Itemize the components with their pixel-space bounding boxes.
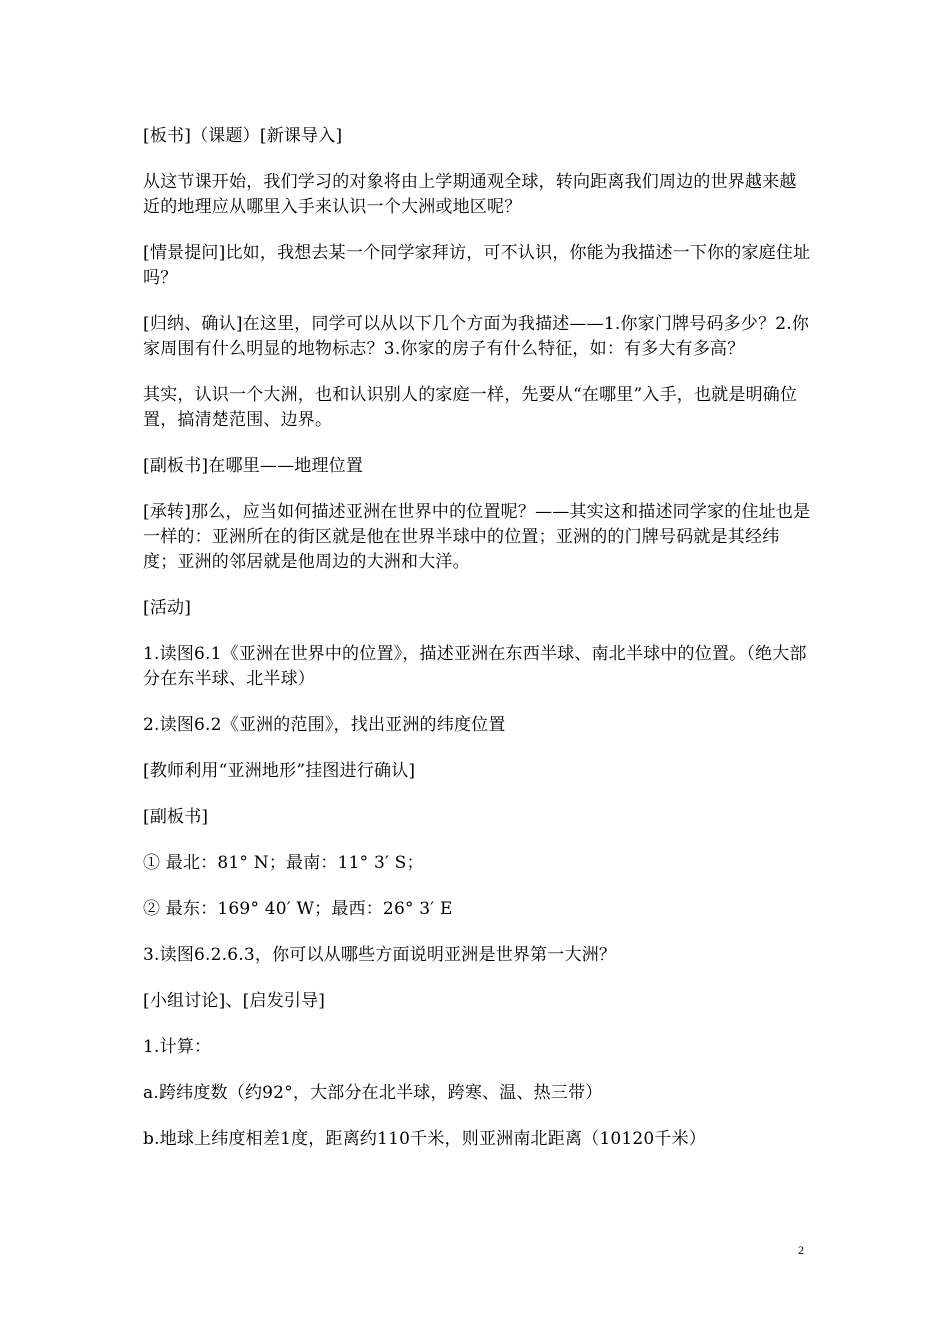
paragraph: [承转]那么，应当如何描述亚洲在世界中的位置呢？——其实这和描述同学家的住址也是一样的：亚洲所在的街区就是他在世界半球中的位置；亚洲的的门牌号码就是其经纬度；亚洲的邻居就是他周边的大洲和大洋。 [143, 502, 811, 572]
paragraph: [副板书] [143, 807, 209, 827]
paragraph: [板书]（课题）[新课导入] [143, 126, 343, 146]
paragraph: 1.计算： [143, 1037, 212, 1057]
document-body [143, 124, 811, 1173]
paragraph: [教师利用“亚洲地形”挂图进行确认] [143, 761, 416, 781]
paragraph: 其实，认识一个大洲，也和认识别人的家庭一样，先要从“在哪里”入手，也就是明确位置，搞清楚范围、边界。 [143, 385, 798, 430]
paragraph: 从这节课开始，我们学习的对象将由上学期通观全球，转向距离我们周边的世界越来越近的地理应从哪里入手来认识一个大洲或地区呢？ [143, 172, 797, 217]
paragraph: 1.读图6.1《亚洲在世界中的位置》，描述亚洲在东西半球、南北半球中的位置。（绝大部分在东半球、北半球） [143, 644, 807, 689]
paragraph: [小组讨论]、[启发引导] [143, 991, 326, 1011]
paragraph: a.跨纬度数（约92°，大部分在北半球，跨寒、温、热三带） [143, 1083, 603, 1103]
paragraph: b.地球上纬度相差1度，距离约110千米，则亚洲南北距离（10120千米） [143, 1129, 707, 1149]
paragraph: 3.读图6.2.6.3，你可以从哪些方面说明亚洲是世界第一大洲？ [143, 945, 617, 965]
paragraph: [归纳、确认]在这里，同学可以从以下几个方面为我描述——1.你家门牌号码多少？2.你家周围有什么明显的地物标志？3.你家的房子有什么特征，如：有多大有多高？ [143, 314, 810, 359]
paragraph: ① 最北：81° N；最南：11° 3′ S； [143, 853, 424, 873]
paragraph: [情景提问]比如，我想去某一个同学家拜访，可不认识，你能为我描述一下你的家庭住址吗？ [143, 243, 811, 288]
page-number: 2 [798, 1243, 804, 1257]
paragraph: [副板书]在哪里——地理位置 [143, 456, 364, 476]
paragraph: 2.读图6.2《亚洲的范围》，找出亚洲的纬度位置 [143, 715, 506, 735]
paragraph: ② 最东：169° 40′ W；最西：26° 3′ E [143, 899, 453, 919]
paragraph: [活动] [143, 598, 192, 618]
